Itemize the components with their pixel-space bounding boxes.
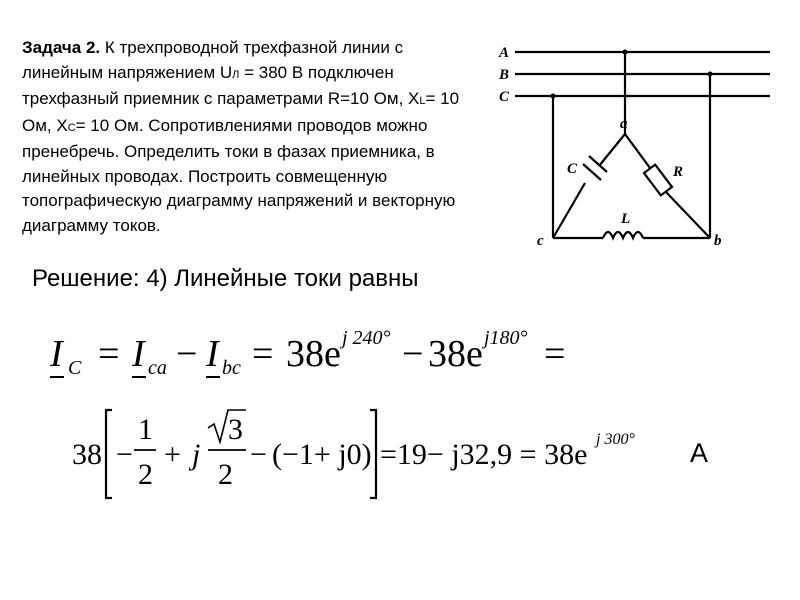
term2-sub: bc (222, 357, 241, 379)
exp2: j180° (484, 327, 528, 349)
node-a-label: a (620, 116, 628, 132)
term1-sub: ca (148, 357, 167, 379)
capacitor-plate-2 (583, 164, 601, 180)
node-b-label: b (714, 233, 722, 249)
problem-label: Задача 2. (22, 38, 101, 57)
resistor (644, 165, 672, 196)
inductor-label: L (621, 211, 631, 227)
svg-text:=: = (544, 333, 566, 375)
xc-subscript: C (67, 121, 76, 134)
node-c-label: c (537, 233, 544, 249)
problem-text-1: К трехпроводной трехфазной линии с линейным напряжением U (22, 38, 404, 82)
svg-text:+: + (164, 438, 181, 471)
line-b-label: B (499, 67, 510, 83)
unit-label: А (690, 438, 709, 468)
problem-text-4: = 10 Ом. Сопротивлениями проводов можно пренебречь. Определить токи в фазах приемника, в линейных проводах. Построить совмещенную топографическую диаграмму напряжений и векторную диаграмму токов. (22, 115, 456, 235)
inductor-coil (603, 232, 643, 238)
problem-text-2: = 380 В подключен трехфазный приемник с параметрами R=10 Ом, X (22, 62, 420, 108)
frac2-den: 2 (218, 458, 233, 491)
problem-statement (22, 36, 482, 238)
ul-subscript: Л (232, 68, 240, 81)
sqrt-num: 3 (228, 413, 243, 446)
svg-text:−: − (402, 333, 424, 375)
svg-text:−: − (250, 438, 267, 471)
svg-text:=: = (98, 333, 120, 375)
xl-subscript: L (419, 95, 426, 107)
problem-text-3: = 10 Ом, X (22, 89, 460, 135)
circuit-diagram (495, 38, 775, 260)
svg-text:−: − (176, 333, 198, 375)
line-c-label: C (499, 89, 510, 105)
j-symbol: j (192, 438, 201, 471)
equation-line-currents (48, 322, 588, 392)
term1-var: I (132, 333, 145, 375)
equation-expansion (68, 404, 668, 504)
result-exp: j 300° (596, 431, 635, 448)
coef2: 38e (428, 333, 483, 375)
svg-text:−: − (116, 438, 133, 471)
result: =19− j32,9 = 38e (380, 438, 588, 471)
frac1-num: 1 (138, 413, 153, 446)
coef1: 38e (286, 333, 341, 375)
lhs-var: I (50, 333, 63, 375)
term2-var: I (206, 333, 219, 375)
lhs-sub: C (68, 357, 82, 379)
paren-term: (−1+ j0) (272, 438, 372, 471)
exp1: j 240° (342, 327, 391, 349)
line-a-label: A (499, 45, 510, 61)
capacitor-label: C (567, 161, 578, 177)
svg-text:=: = (252, 333, 274, 375)
lead-coef: 38 (72, 438, 102, 471)
solution-heading: Решение: 4) Линейные токи равны (32, 265, 419, 292)
resistor-label: R (673, 164, 684, 180)
frac1-den: 2 (138, 458, 153, 491)
